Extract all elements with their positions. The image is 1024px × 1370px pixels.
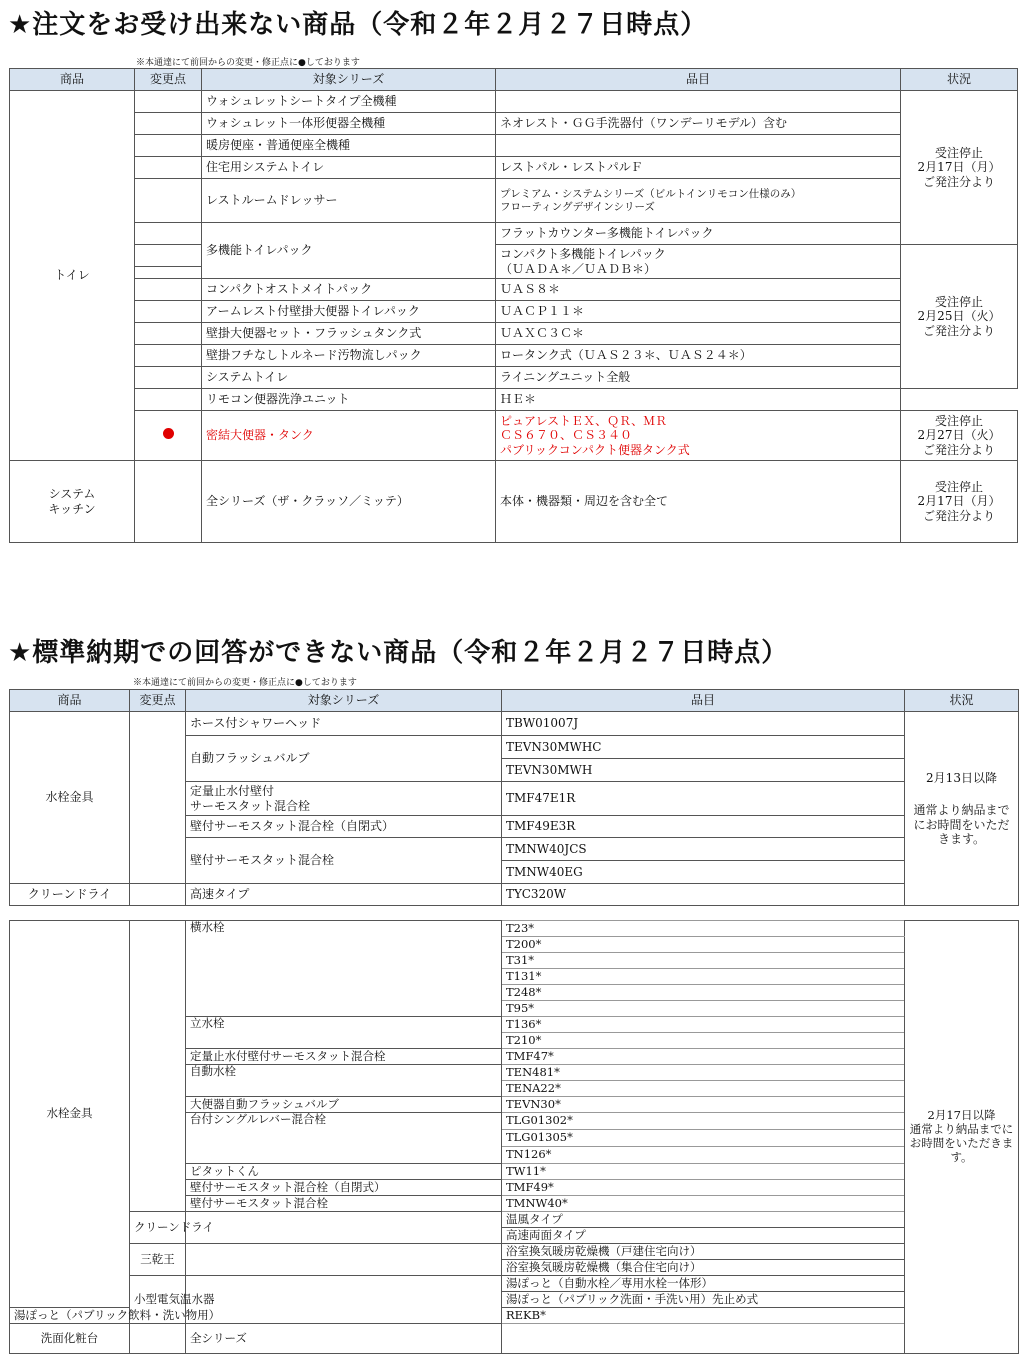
series-cell: 全シリーズ（ザ・クラッソ／ミッテ）: [202, 461, 496, 543]
item-cell: TMF49E3R: [502, 816, 905, 838]
header-item: 品目: [496, 69, 901, 91]
series-cell: 密結大便器・タンク: [202, 411, 496, 461]
item-cell: ピュアレストＥＸ、ＱＲ、ＭＲ ＣＳ６７０、ＣＳ３４０ パブリックコンパクト便器タンク式: [496, 411, 901, 461]
item-cell: TN126*: [502, 1147, 905, 1164]
series-cell: 温風タイプ: [502, 1212, 905, 1228]
series-cell: 壁付サーモスタット混合栓: [186, 838, 502, 884]
item-cell: TEN481*: [502, 1065, 905, 1081]
item-cell: T210*: [502, 1033, 905, 1049]
item-cell: ＵＡＸＣ３Ｃ＊: [496, 323, 901, 345]
category-clean-dry: クリーンドライ: [10, 884, 130, 906]
series-cell: 壁掛大便器セット・フラッシュタンク式: [202, 323, 496, 345]
header-item: 品目: [502, 690, 905, 712]
item-cell: T248*: [502, 985, 905, 1001]
series-cell: 湯ぽっと（パブリック飲料・洗い物用）: [10, 1308, 130, 1324]
category-toilet: トイレ: [10, 91, 135, 461]
item-cell: TYC320W: [502, 884, 905, 906]
item-cell: TMNW40JCS: [502, 838, 905, 861]
section1-title: ★注文をお受け出来ない商品（令和２年２月２７日時点）: [8, 10, 708, 40]
category-kitchen: システム キッチン: [10, 461, 135, 543]
delay-table-1: [9, 689, 1019, 906]
item-cell: TLG01302*: [502, 1113, 905, 1130]
item-cell: [496, 135, 901, 157]
series-cell: 自動フラッシュバルブ: [186, 736, 502, 782]
header-product: 商品: [10, 690, 130, 712]
item-cell: T131*: [502, 969, 905, 985]
series-cell: 壁付サーモスタット混合栓（自閉式）: [186, 816, 502, 838]
series-cell: 湯ぽっと（パブリック洗面・手洗い用）先止め式: [502, 1292, 905, 1308]
series-cell: レストルームドレッサー: [202, 179, 496, 223]
section2-note: ※本通達にて前回からの変更・修正点に●しております: [133, 678, 357, 688]
category-faucet: 水栓金具: [10, 712, 130, 884]
item-cell: T136*: [502, 1017, 905, 1033]
status-cell: 2月13日以降 通常より納品までにお時間をいただきます。: [905, 712, 1019, 906]
header-status: 状況: [901, 69, 1018, 91]
category-clean-dry: クリーンドライ: [130, 1212, 186, 1244]
series-cell: 自動水栓: [186, 1065, 502, 1097]
section2-title: ★標準納期での回答ができない商品（令和２年２月２７日時点）: [8, 638, 789, 668]
series-cell: 全シリーズ: [186, 1324, 502, 1354]
series-cell: ウォシュレット一体形便器全機種: [202, 113, 496, 135]
series-cell: アームレスト付壁掛大便器トイレパック: [202, 301, 496, 323]
item-cell: レストパル・レストパルＦ: [496, 157, 901, 179]
series-cell: ピタットくん: [186, 1164, 502, 1180]
series-cell: 高速タイプ: [186, 884, 502, 906]
item-cell: プレミアム・システムシリーズ（ビルトインリモコン仕様のみ） フローティングデザインシリーズ: [496, 179, 901, 223]
header-series: 対象シリーズ: [186, 690, 502, 712]
item-cell: TW11*: [502, 1164, 905, 1180]
series-cell: 住宅用システムトイレ: [202, 157, 496, 179]
item-cell: TEVN30MWHC: [502, 736, 905, 759]
item-cell: TENA22*: [502, 1081, 905, 1097]
category-water-heater: 小型電気温水器: [130, 1276, 186, 1324]
series-cell: 大便器自動フラッシュバルブ: [186, 1097, 502, 1113]
status-cell: 受注停止 2月17日（月） ご発注分より: [901, 91, 1018, 245]
item-cell: TEVN30*: [502, 1097, 905, 1113]
item-cell: ライニングユニット全般: [496, 367, 901, 389]
item-cell: ＵＡＳ８＊: [496, 279, 901, 301]
item-cell: TMNW40*: [502, 1196, 905, 1212]
item-cell: TMF47E1R: [502, 782, 905, 816]
item-cell: T200*: [502, 937, 905, 953]
header-change: 変更点: [135, 69, 202, 91]
item-cell: TMF47*: [502, 1049, 905, 1065]
item-cell: TMNW40EG: [502, 861, 905, 884]
series-cell: 定量止水付壁付サーモスタット混合栓: [186, 1049, 502, 1065]
item-cell: ＵＡＣＰ１１＊: [496, 301, 901, 323]
item-cell: 本体・機器類・周辺を含む全て: [496, 461, 901, 543]
series-cell: コンパクトオストメイトパック: [202, 279, 496, 301]
header-status: 状況: [905, 690, 1019, 712]
series-cell: 横水栓: [186, 921, 502, 1017]
section1-note: ※本通達にて前回からの変更・修正点に●しております: [136, 58, 360, 68]
series-cell: ウォシュレットシートタイプ全機種: [202, 91, 496, 113]
item-cell: ＨＥ＊: [496, 389, 901, 411]
series-cell: 台付シングルレバー混合栓: [186, 1113, 502, 1164]
status-cell: 受注停止 2月17日（月） ご発注分より: [901, 461, 1018, 543]
series-cell: ホース付シャワーヘッド: [186, 712, 502, 736]
category-sankan: 三乾王: [130, 1244, 186, 1276]
item-cell: ネオレスト・ＧＧ手洗器付（ワンデーリモデル）含む: [496, 113, 901, 135]
item-cell: REKB*: [502, 1308, 905, 1324]
header-change: 変更点: [130, 690, 186, 712]
delay-table-2: [9, 920, 1019, 1354]
series-cell: 立水栓: [186, 1017, 502, 1049]
change-marker-dot: [163, 428, 174, 439]
series-cell: システムトイレ: [202, 367, 496, 389]
item-cell: TMF49*: [502, 1180, 905, 1196]
header-product: 商品: [10, 69, 135, 91]
series-cell: 湯ぽっと（自動水栓／専用水栓一体形）: [502, 1276, 905, 1292]
status-cell: 2月17日以降 通常より納品までにお時間をいただきます。: [905, 921, 1019, 1354]
item-cell: ロータンク式（ＵＡＳ２３＊、ＵＡＳ２４＊）: [496, 345, 901, 367]
item-cell: TBW01007J: [502, 712, 905, 736]
series-cell: 暖房便座・普通便座全機種: [202, 135, 496, 157]
status-cell: 受注停止 2月25日（火） ご発注分より: [901, 245, 1018, 389]
series-cell: 多機能トイレパック: [202, 223, 496, 279]
status-cell: 受注停止 2月27日（火） ご発注分より: [901, 411, 1018, 461]
header-series: 対象シリーズ: [202, 69, 496, 91]
item-cell: T31*: [502, 953, 905, 969]
no-order-table: [9, 68, 1018, 543]
item-cell: T23*: [502, 921, 905, 937]
item-cell: T95*: [502, 1001, 905, 1017]
series-cell: 高速両面タイプ: [502, 1228, 905, 1244]
series-cell: 壁付サーモスタット混合栓（自閉式）: [186, 1180, 502, 1196]
series-cell: 浴室換気暖房乾燥機（集合住宅向け）: [502, 1260, 905, 1276]
series-cell: 浴室換気暖房乾燥機（戸建住宅向け）: [502, 1244, 905, 1260]
series-cell: 壁付サーモスタット混合栓: [186, 1196, 502, 1212]
item-cell: フラットカウンター多機能トイレパック: [496, 223, 901, 245]
item-cell: コンパクト多機能トイレパック （ＵＡＤＡ＊／ＵＡＤＢ＊）: [496, 245, 901, 279]
item-cell: TLG01305*: [502, 1130, 905, 1147]
series-cell: 壁掛フチなしトルネード汚物流しパック: [202, 345, 496, 367]
category-vanity: 洗面化粧台: [10, 1324, 130, 1354]
series-cell: リモコン便器洗浄ユニット: [202, 389, 496, 411]
series-cell: 定量止水付壁付 サーモスタット混合栓: [186, 782, 502, 816]
item-cell: [496, 91, 901, 113]
item-cell: TEVN30MWH: [502, 759, 905, 782]
category-faucet: 水栓金具: [10, 921, 130, 1308]
